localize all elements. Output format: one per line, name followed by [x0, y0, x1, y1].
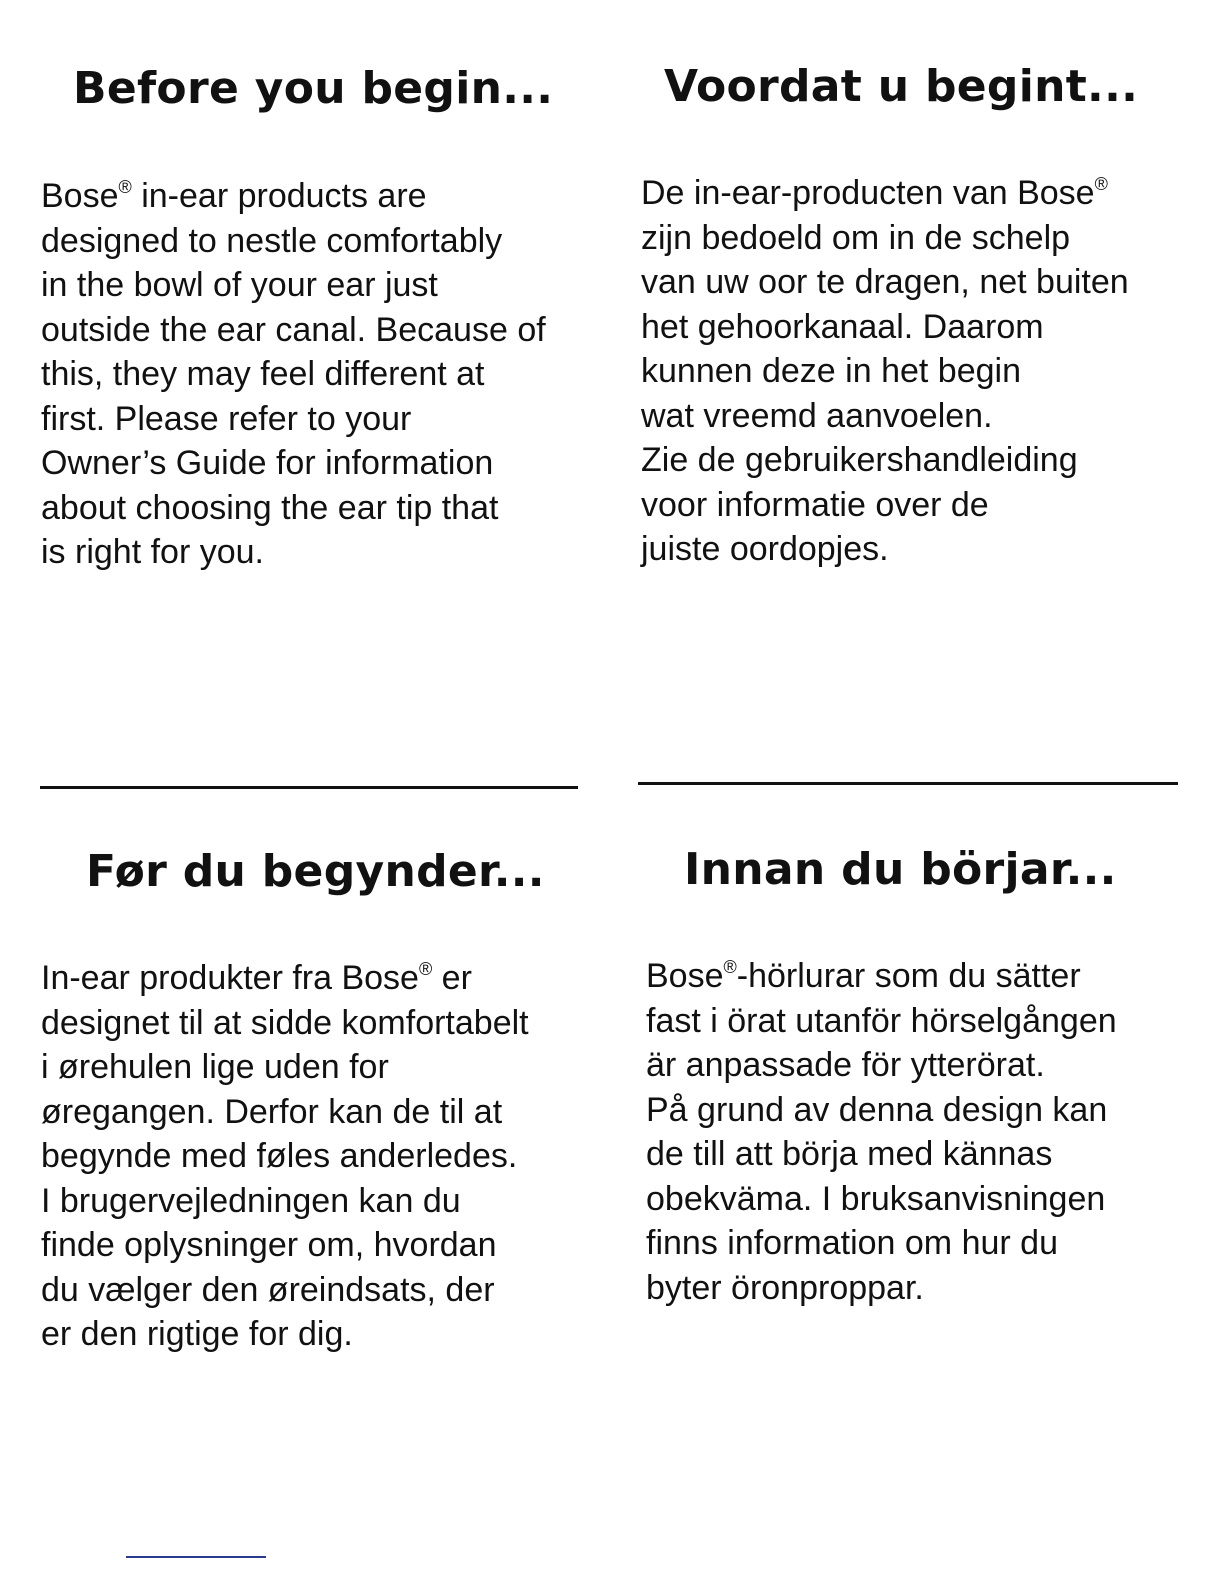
text-line: På grund av denna design kan	[646, 1090, 1108, 1129]
divider-right	[638, 782, 1178, 785]
text-line: de till att börja med kännas	[646, 1135, 1053, 1173]
text-line: Bose® in-ear products are	[41, 177, 427, 215]
text-line: byter öronproppar.	[646, 1268, 924, 1307]
text-line: about choosing the ear tip that	[41, 488, 499, 527]
text-line: first. Please refer to your	[41, 399, 412, 438]
text-line: begynde med føles anderledes.	[41, 1137, 518, 1175]
text-line: er den rigtige for dig.	[41, 1315, 353, 1353]
text-line: designed to nestle comfortably	[41, 221, 503, 260]
text-line: kunnen deze in het begin	[641, 352, 1021, 390]
text-line: voor informatie over de	[641, 485, 989, 524]
body-dutch	[641, 171, 1129, 572]
text-line: obekväma. I bruksanvisningen	[646, 1179, 1106, 1218]
text-line: fast i örat utanför hörselgången	[646, 1001, 1117, 1040]
text-line: Zie de gebruikershandleiding	[641, 441, 1078, 479]
text-line: Bose®-hörlurar som du sätter	[646, 957, 1081, 995]
body-english	[41, 174, 546, 575]
text-line: du vælger den øreindsats, der	[41, 1270, 495, 1309]
heading-dutch: Voordat u begint...	[664, 61, 1139, 112]
heading-english: Before you begin...	[73, 63, 554, 114]
text-line: In-ear produkter fra Bose® er	[41, 959, 472, 997]
text-line: I brugervejledningen kan du	[41, 1181, 461, 1220]
text-line: De in-ear-producten van Bose®	[641, 174, 1108, 212]
divider-left	[40, 786, 578, 789]
text-line: juiste oordopjes.	[641, 530, 889, 568]
text-line: är anpassade för ytterörat.	[646, 1046, 1045, 1084]
text-line: van uw oor te dragen, net buiten	[641, 263, 1129, 301]
text-line: zijn bedoeld om in de schelp	[641, 218, 1071, 257]
heading-swedish: Innan du börjar...	[684, 844, 1117, 895]
text-line: outside the ear canal. Because of	[41, 310, 546, 349]
text-line: i ørehulen lige uden for	[41, 1048, 389, 1086]
text-line: designet til at sidde komfortabelt	[41, 1003, 529, 1042]
text-line: is right for you.	[41, 533, 264, 571]
body-danish	[41, 956, 529, 1357]
heading-danish: Før du begynder...	[86, 846, 545, 897]
text-line: Owner’s Guide for information	[41, 444, 494, 482]
text-line: finns information om hur du	[646, 1224, 1058, 1262]
text-line: this, they may feel different at	[41, 355, 485, 393]
text-line: øregangen. Derfor kan de til at	[41, 1092, 503, 1131]
text-line: finde oplysninger om, hvordan	[41, 1226, 497, 1264]
text-line: in the bowl of your ear just	[41, 266, 438, 304]
footer-mark	[126, 1556, 266, 1558]
body-swedish	[646, 954, 1117, 1310]
text-line: wat vreemd aanvoelen.	[641, 396, 993, 435]
text-line: het gehoorkanaal. Daarom	[641, 307, 1044, 346]
